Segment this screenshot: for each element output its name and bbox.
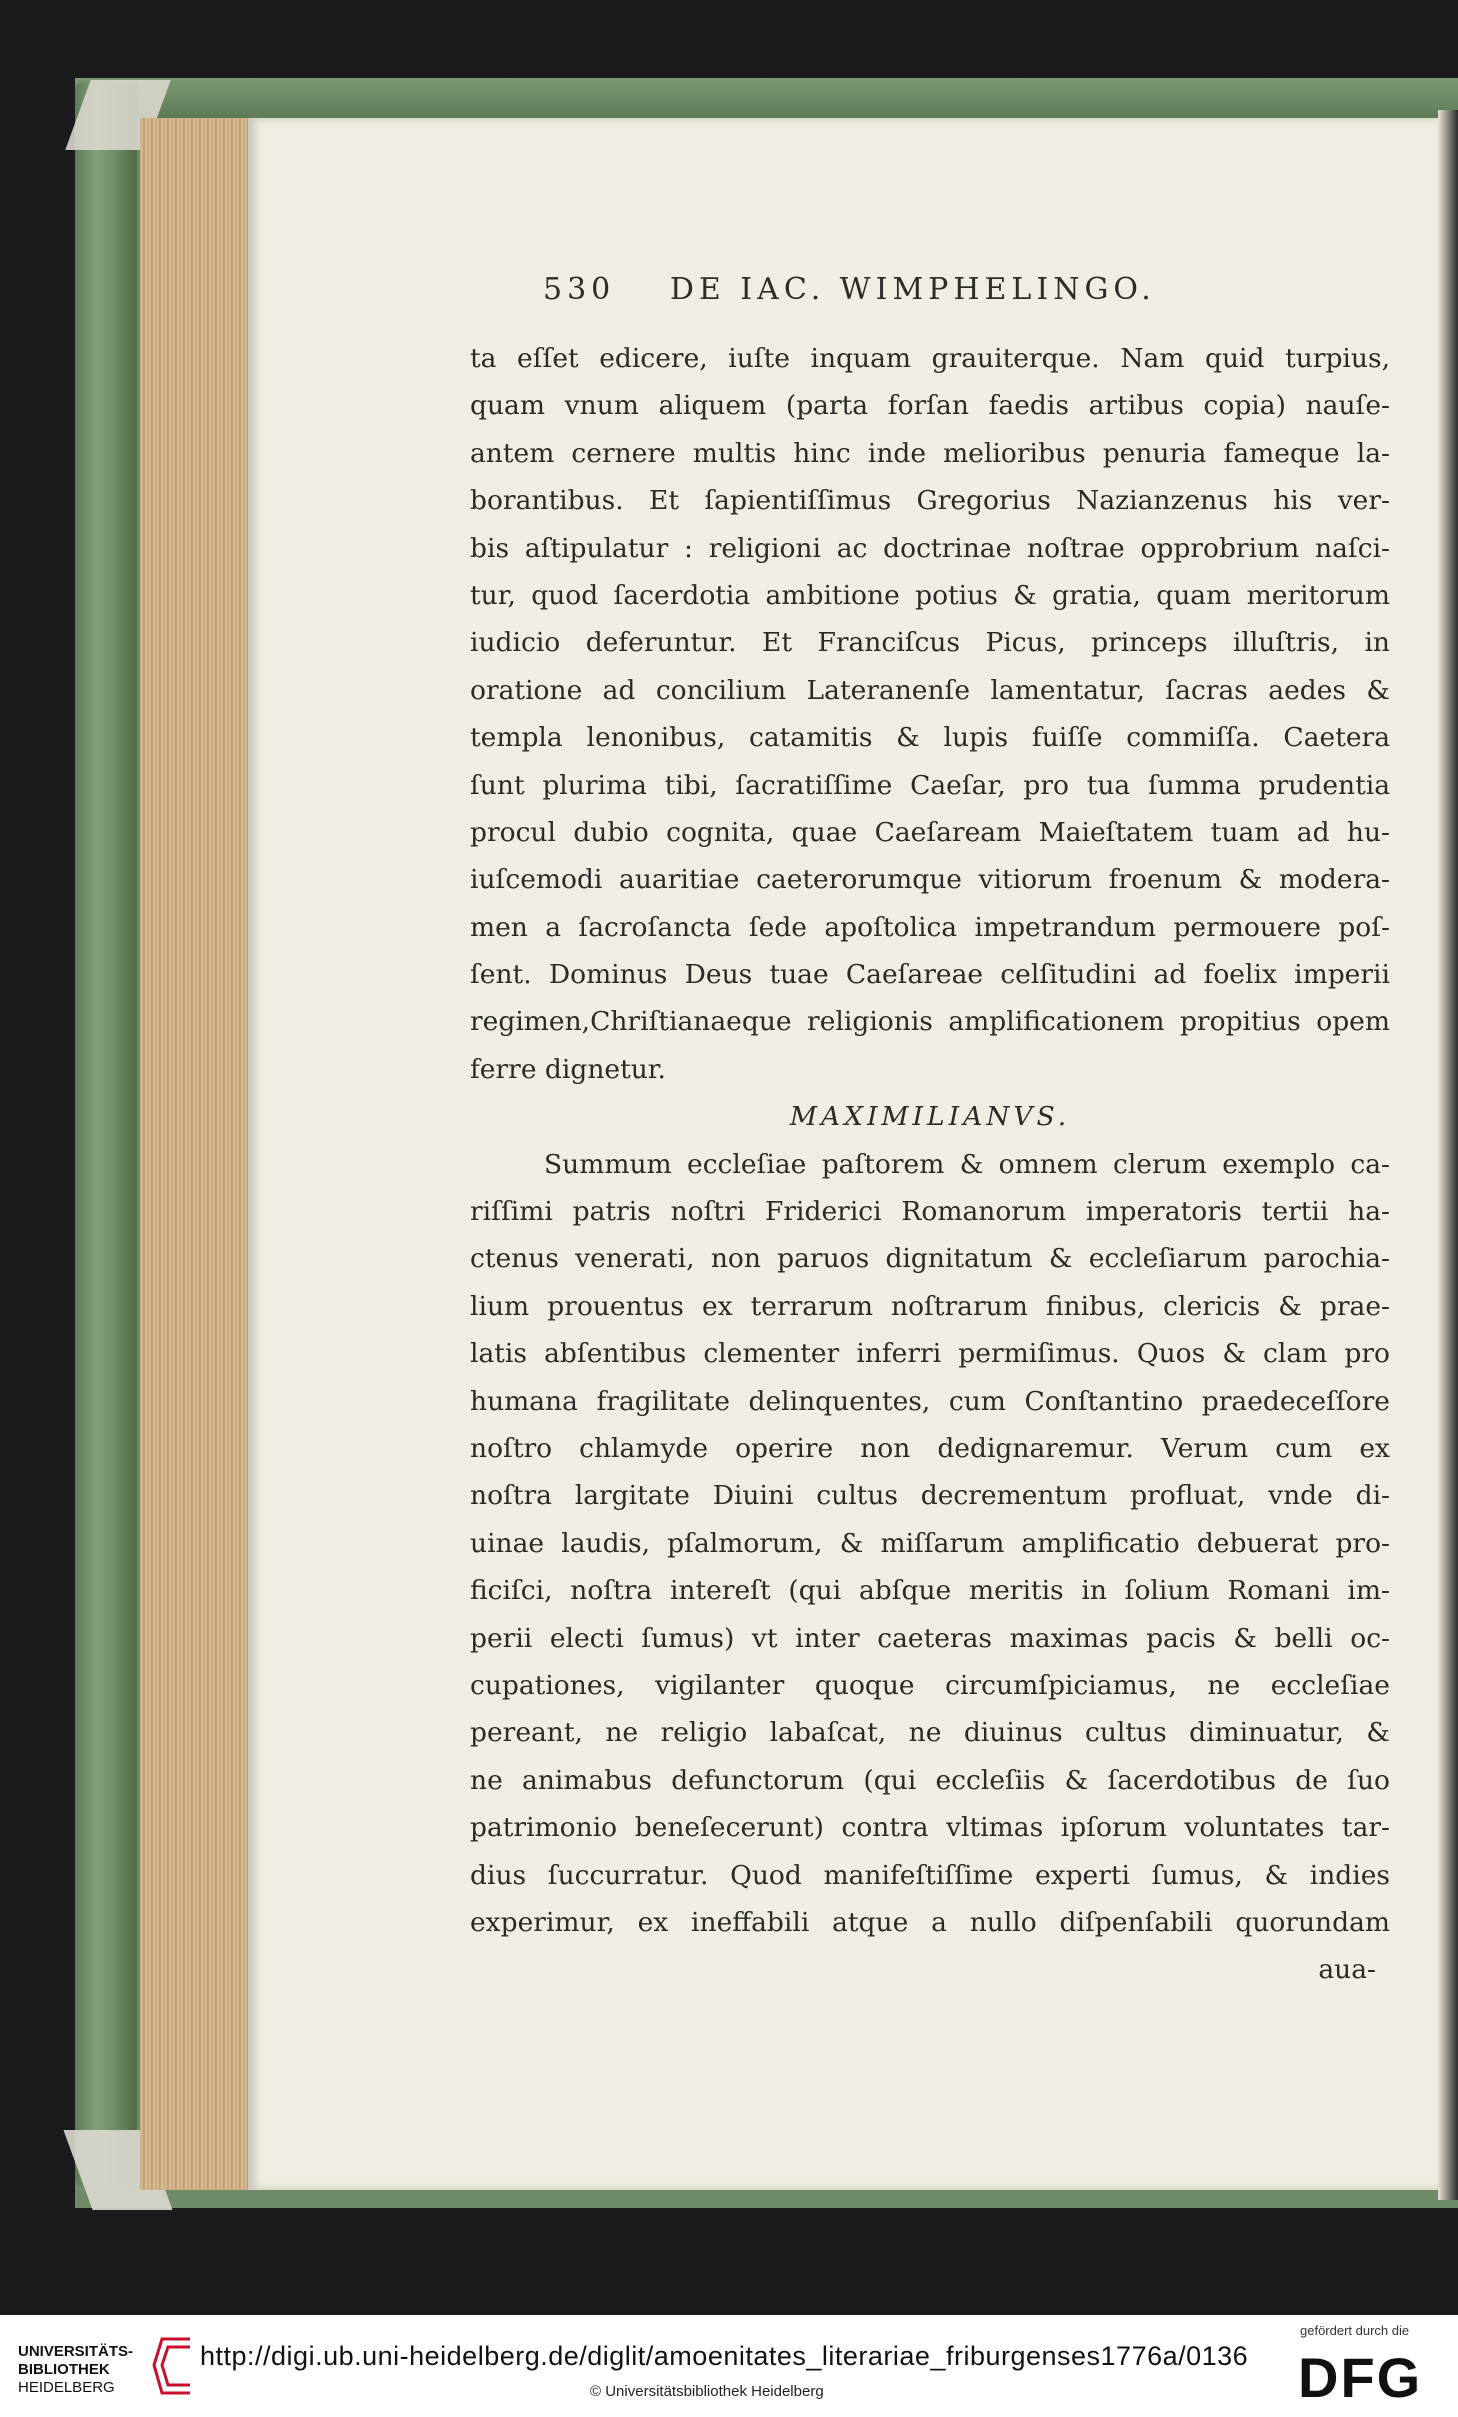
library-logo-text <box>18 2343 133 2397</box>
text-line: iudicio deferuntur. Et Franciſcus Picus, princeps illuſtris, in <box>470 627 1390 659</box>
text-line: noſtra largitate Diuini cultus decrementum profluat, vnde di- <box>470 1480 1390 1512</box>
text-line: cupationes, vigilanter quoque circumſpiciamus, ne eccleſiae <box>470 1669 1390 1701</box>
page-number: 530 <box>543 272 616 307</box>
library-name-line2: BIBLIOTHEK <box>18 2361 110 2378</box>
section-heading: MAXIMILIANVS. <box>789 1101 1071 1133</box>
text-line: procul dubio cognita, quae Caeſaream Maieſtatem tuam ad hu- <box>470 816 1390 848</box>
text-line: regimen,Chriſtianaeque religionis amplificationem propitius opem <box>470 1006 1390 1038</box>
text-line: noſtro chlamyde operire non dedignaremur. Verum cum ex <box>470 1432 1390 1464</box>
text-line: perii electi ſumus) vt inter caeteras maximas pacis & belli oc- <box>470 1622 1390 1654</box>
text-line: ſent. Dominus Deus tuae Caeſareae celſitudini ad foelix imperii <box>470 959 1390 991</box>
text-line: pereant, ne religio labaſcat, ne diuinus cultus diminuatur, & <box>470 1717 1390 1749</box>
page-edges <box>140 118 252 2190</box>
footer-bar <box>0 2315 1458 2417</box>
text-line: ctenus venerati, non paruos dignitatum & eccleſiarum parochia- <box>470 1243 1390 1275</box>
dfg-logo: DFG <box>1298 2346 1423 2409</box>
text-line: templa lenonibus, catamitis & lupis fuiſſe commiſſa. Caetera <box>470 722 1390 754</box>
text-line: ferre dignetur. <box>470 1053 666 1085</box>
library-name-line3: HEIDELBERG <box>18 2379 115 2396</box>
funded-by-label: gefördert durch die <box>1300 2323 1410 2338</box>
text-line: quam vnum aliquem (parta forſan faedis artibus copia) nauſe- <box>470 390 1390 422</box>
text-line: ne animabus defunctorum (qui eccleſiis & ſacerdotibus de ſuo <box>470 1764 1390 1796</box>
copyright-notice: © Universitätsbibliothek Heidelberg <box>590 2383 824 2400</box>
page-right-edge <box>1438 110 1458 2200</box>
book-cover-spine <box>75 82 137 2187</box>
permalink-url[interactable]: http://digi.ub.uni-heidelberg.de/diglit/amoenitates_literariae_friburgenses1776a/0136 <box>200 2341 1249 2371</box>
text-line: lium prouentus ex terrarum noſtrarum finibus, clericis & prae- <box>470 1290 1390 1322</box>
library-logo-icon <box>150 2335 194 2397</box>
running-head <box>543 272 1243 312</box>
text-line: bis aſtipulatur : religioni ac doctrinae noſtrae opprobrium naſci- <box>470 532 1390 564</box>
library-name-line1: UNIVERSITÄTS- <box>18 2343 134 2360</box>
text-line: uinae laudis, pſalmorum, & miſſarum amplificatio debuerat pro- <box>470 1527 1390 1559</box>
text-line: oratione ad concilium Lateranenſe lamentatur, ſacras aedes & <box>470 674 1390 706</box>
text-line: dius ſuccurratur. Quod manifeſtiſſime experti ſumus, & indies <box>470 1859 1390 1891</box>
text-line: ſunt plurima tibi, ſacratiſſime Caeſar, pro tua ſumma prudentia <box>470 769 1390 801</box>
text-line: latis abſentibus clementer inferri permiſimus. Quos & clam pro <box>470 1338 1390 1370</box>
text-line: patrimonio beneſecerunt) contra vltimas ipſorum voluntates tar- <box>470 1812 1390 1844</box>
running-head-title: DE IAC. WIMPHELINGO. <box>669 272 1156 307</box>
book-cover-top <box>75 78 1458 118</box>
text-line: antem cernere multis hinc inde melioribus penuria fameque la- <box>470 437 1390 469</box>
text-line: humana fragilitate delinquentes, cum Conſtantino praedeceſſore <box>470 1385 1390 1417</box>
catchword: aua- <box>1318 1954 1376 1986</box>
text-body <box>470 335 1390 1994</box>
text-line: experimur, ex ineffabili atque a nullo diſpenſabili quorundam <box>470 1906 1390 1938</box>
text-line: men a ſacroſancta ſede apoſtolica impetrandum permouere poſ- <box>470 911 1390 943</box>
text-line: riſſimi patris noſtri Friderici Romanorum imperatoris tertii ha- <box>470 1196 1390 1228</box>
text-line: Summum eccleſiae paſtorem & omnem clerum exemplo ca- <box>544 1148 1390 1180</box>
text-line: ta eſſet edicere, iuſte inquam grauiterque. Nam quid turpius, <box>470 343 1390 374</box>
text-line: iuſcemodi auaritiae caeterorumque vitiorum froenum & modera- <box>470 864 1390 896</box>
text-line: ficiſci, noſtra intereſt (qui abſque meritis in ſolium Romani im- <box>470 1575 1390 1607</box>
text-line: tur, quod ſacerdotia ambitione potius & gratia, quam meritorum <box>470 579 1390 611</box>
text-line: borantibus. Et ſapientiſſimus Gregorius Nazianzenus his ver- <box>470 485 1390 517</box>
